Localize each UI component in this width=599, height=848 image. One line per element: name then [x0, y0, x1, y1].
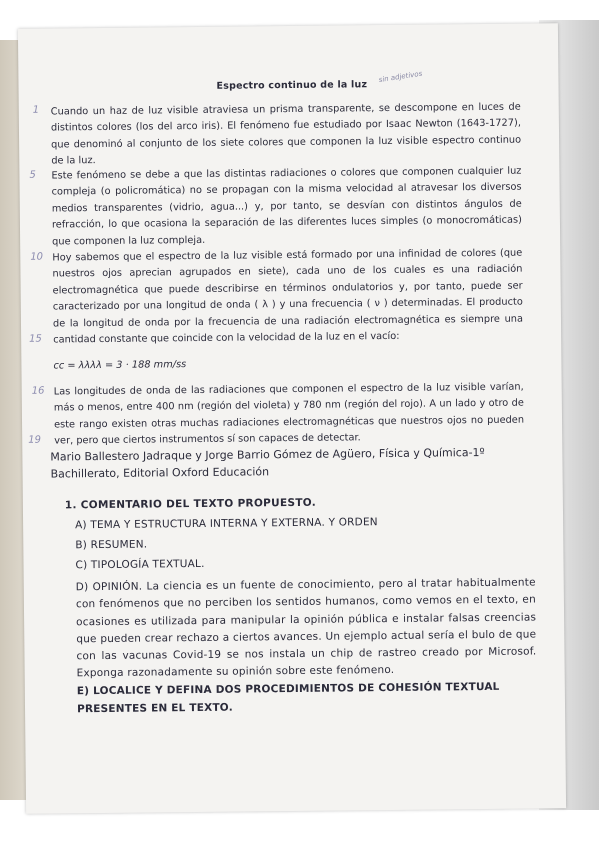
question-e: E) LOCALICE Y DEFINA DOS PROCEDIMIENTOS DE COHESIÓN TEXTUAL PRESENTES EN EL TEXTO.: [76, 680, 500, 715]
margin-number: 5: [29, 169, 36, 181]
margin-number: 16: [31, 385, 45, 397]
margin-number: 1: [32, 104, 40, 116]
question-b: B) RESUMEN.: [75, 538, 148, 552]
document-page: [18, 23, 566, 814]
question-c: C) TIPOLOGÍA TEXTUAL.: [75, 557, 205, 572]
reference-citation: Mario Ballestero Jadraque y Jorge Barrio Gómez de Agüero, Física y Química-1º Bachillerato, Editorial Oxford Educación: [50, 445, 485, 481]
question-a: A) TEMA Y ESTRUCTURA INTERNA Y EXTERNA. Y ORDEN: [75, 516, 378, 532]
margin-number: 15: [29, 333, 42, 345]
margin-number: 19: [28, 434, 42, 446]
paragraph-1: Cuando un haz de luz visible atraviesa un prisma transparente, se descompone en luces de distintos colores (los del arco iris). El fenómeno fue estudiado por Isaac Newton (1643-1727), que denominó al conjunto de los siete colores que componen la luz visible espectro continuo de la luz.: [50, 101, 522, 167]
document-title: Espectro continuo de la luz: [216, 79, 368, 92]
formula: cc = λλλλ = 3 · 188 mm/ss: [53, 359, 187, 372]
paragraph-3: Hoy sabemos que el espectro de la luz visible está formado por una infinidad de colores (que nuestros ojos aprecian agrupados en siete), cada uno de los cuales es una radiación electromagnética que puede describirse en términos ondulatorios y, por tanto, puede ser caracterizado por una longitud de onda ( λ ) y una frecuencia ( ν ) determinadas. El producto de la longitud de onda por la frecuencia de una radiación electromagnética es siempre una cantidad constante que coincide con la velocidad de la luz en el vacío:: [52, 247, 524, 346]
questions-heading: 1. COMENTARIO DEL TEXTO PROPUESTO.: [64, 496, 317, 512]
paragraph-2: Este fenómeno se debe a que las distintas radiaciones o colores que componen cualquier luz compleja (o policromática) no se propagan con la misma velocidad al atravesar los diversos medios transparentes (vidrio, agua...) y, por tanto, se desvían con distintos ángulos de refracción, lo que ocasiona la separación de las diferentes luces simples (o monocromáticas) que componen la luz compleja.: [51, 165, 522, 248]
paragraph-4: Las longitudes de onda de las radiaciones que componen el espectro de la luz visible varían, más o menos, entre 400 nm (región del violeta) y 780 nm (región del rojo). A un lado y otro de este rango existen otras muchas radiaciones electromagnéticas que nuestros ojos no pueden ver, pero que ciertos instrumentos sí son capaces de detectar.: [53, 381, 525, 447]
question-d: D) OPINIÓN. La ciencia es un fuente de conocimiento, pero al tratar habitualmente con fenómenos que no perciben los sentidos humanos, como vemos en el texto, en ocasiones es utilizada para manipular la opinión pública e instalar falsas creencias que pueden crear rechazo a ciertos avances. Un ejemplo actual sería el bulo de que con las vacunas Covid-19 se nos instala un chip de rastreo creado por Microsof. Exponga razonadamente su opinión sobre este fenómeno.: [75, 576, 537, 680]
margin-number: 10: [30, 251, 44, 263]
handwritten-note: sin adjetivos: [378, 69, 423, 85]
